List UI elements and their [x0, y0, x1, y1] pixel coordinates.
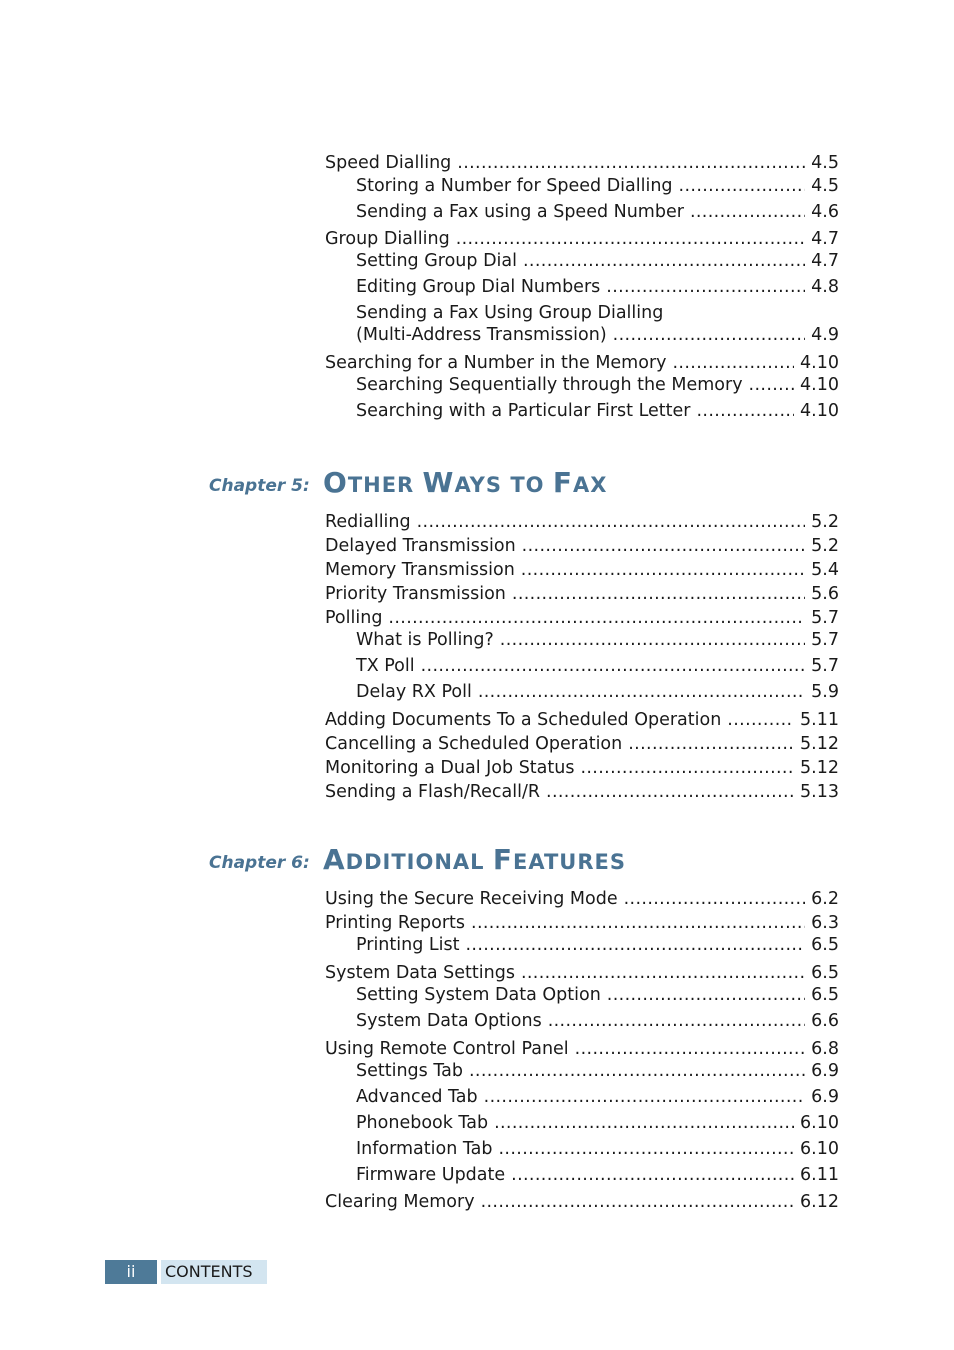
- toc-entry-title: Polling: [325, 608, 383, 628]
- toc-entry[interactable]: [325, 559, 839, 581]
- toc-entry-page: 5.12: [800, 734, 839, 754]
- toc-entry[interactable]: [356, 681, 839, 703]
- toc-entry-title: System Data Options: [356, 1011, 542, 1031]
- toc-entry[interactable]: [356, 302, 839, 346]
- chapter-title-part: F: [552, 466, 573, 499]
- toc-entry-title: Setting Group Dial: [356, 251, 517, 271]
- chapter-label: Chapter 5:: [209, 476, 310, 496]
- toc-entry[interactable]: [325, 1191, 839, 1213]
- toc-entry[interactable]: [325, 709, 839, 731]
- dot-leader: [457, 152, 805, 174]
- dot-leader: [727, 709, 794, 731]
- toc-entry-page: 4.10: [800, 401, 839, 421]
- toc-entry-page: 6.9: [811, 1087, 839, 1107]
- dot-leader: [456, 228, 805, 250]
- toc-entry-title: Clearing Memory: [325, 1192, 475, 1212]
- dot-leader: [484, 1086, 806, 1108]
- toc-entry-title: Advanced Tab: [356, 1087, 478, 1107]
- toc-entry-title: Monitoring a Dual Job Status: [325, 758, 575, 778]
- toc-entry-title: Phonebook Tab: [356, 1113, 489, 1133]
- toc-entry-page: 4.8: [811, 277, 839, 297]
- chapter-title-part: AYS TO: [454, 473, 553, 497]
- toc-entry-title: Group Dialling: [325, 229, 450, 249]
- dot-leader: [494, 1112, 794, 1134]
- dot-leader: [478, 681, 805, 703]
- toc-entry[interactable]: [325, 962, 839, 984]
- dot-leader: [481, 1191, 794, 1213]
- toc-entry-page: 4.10: [800, 375, 839, 395]
- toc-entry-page: 6.9: [811, 1061, 839, 1081]
- dot-leader: [613, 324, 805, 346]
- dot-leader: [511, 1164, 794, 1186]
- footer-page-number: ii: [105, 1260, 157, 1284]
- dot-leader: [696, 400, 794, 422]
- toc-entry-title: Sending a Flash/Recall/R: [325, 782, 541, 802]
- toc-entry-title: Setting System Data Option: [356, 985, 601, 1005]
- toc-entry-page: 6.12: [800, 1192, 839, 1212]
- chapter-title-part: O: [323, 466, 348, 499]
- toc-entry-title: Delayed Transmission: [325, 536, 516, 556]
- toc-entry-title: Printing List: [356, 935, 460, 955]
- toc-entry-page: 5.6: [811, 584, 839, 604]
- toc-entry-title: Memory Transmission: [325, 560, 515, 580]
- toc-entry-page: 6.6: [811, 1011, 839, 1031]
- toc-entry-title: What is Polling?: [356, 630, 494, 650]
- toc-entry-title: Searching Sequentially through the Memory: [356, 375, 743, 395]
- toc-entry-title: Editing Group Dial Numbers: [356, 277, 601, 297]
- toc-entry-page: 6.5: [811, 935, 839, 955]
- dot-leader: [628, 733, 794, 755]
- chapter-title-part: THER: [347, 473, 423, 497]
- toc-entry-page: 5.7: [811, 656, 839, 676]
- toc-entry-title: TX Poll: [356, 656, 415, 676]
- toc-entry-page: 4.7: [811, 229, 839, 249]
- toc-entry-page: 5.13: [800, 782, 839, 802]
- dot-leader: [749, 374, 794, 396]
- chapter-title-part: DDITIONAL: [345, 850, 493, 874]
- toc-entry-page: 5.11: [800, 710, 839, 730]
- chapter-title-part: W: [422, 466, 455, 499]
- toc-entry-title: Speed Dialling: [325, 153, 452, 173]
- toc-entry-page: 6.10: [800, 1113, 839, 1133]
- toc-entry-title: Sending a Fax using a Speed Number: [356, 202, 684, 222]
- toc-entry-page: 6.5: [811, 963, 839, 983]
- toc-entry-title: Using the Secure Receiving Mode: [325, 889, 618, 909]
- toc-entry[interactable]: [325, 888, 839, 910]
- toc-entry[interactable]: [325, 912, 839, 934]
- toc-entry-title: Settings Tab: [356, 1061, 463, 1081]
- toc-entry[interactable]: [356, 1060, 839, 1082]
- toc-entry-title: Delay RX Poll: [356, 682, 472, 702]
- toc-entry-page: 5.7: [811, 608, 839, 628]
- dot-leader: [522, 535, 805, 557]
- toc-entry-page: 6.2: [811, 889, 839, 909]
- footer-section-label: CONTENTS: [161, 1260, 267, 1284]
- dot-leader: [575, 1038, 805, 1060]
- toc-entry[interactable]: [356, 1112, 839, 1134]
- toc-entry[interactable]: [356, 984, 839, 1006]
- toc-entry[interactable]: [356, 175, 839, 197]
- toc-entry[interactable]: [325, 228, 839, 250]
- toc-entry-page: 6.5: [811, 985, 839, 1005]
- toc-entry-page: 5.2: [811, 512, 839, 532]
- toc-entry[interactable]: [325, 152, 839, 174]
- toc-entry-title: Searching for a Number in the Memory: [325, 353, 667, 373]
- chapter-title-part: A: [323, 843, 346, 876]
- toc-entry-title: Cancelling a Scheduled Operation: [325, 734, 623, 754]
- toc-entry[interactable]: [356, 276, 839, 298]
- chapter-title-part: EATURES: [513, 850, 626, 874]
- toc-entry-page: 4.5: [811, 153, 839, 173]
- toc-entry[interactable]: [356, 1086, 839, 1108]
- dot-leader: [606, 276, 805, 298]
- toc-entry-title: System Data Settings: [325, 963, 515, 983]
- toc-entry[interactable]: [325, 511, 839, 533]
- toc-entry-page: 6.3: [811, 913, 839, 933]
- dot-leader: [673, 352, 795, 374]
- dot-leader: [580, 757, 794, 779]
- toc-entry[interactable]: [356, 934, 839, 956]
- dot-leader: [500, 629, 805, 651]
- toc-entry-title-continued: (Multi-Address Transmission): [356, 325, 607, 345]
- toc-entry[interactable]: [356, 1164, 839, 1186]
- toc-entry-page: 5.9: [811, 682, 839, 702]
- toc-entry[interactable]: [325, 583, 839, 605]
- toc-entry-title: Adding Documents To a Scheduled Operation: [325, 710, 722, 730]
- dot-leader: [388, 607, 805, 629]
- toc-entry-title: Storing a Number for Speed Dialling: [356, 176, 673, 196]
- toc-entry-page: 4.6: [811, 202, 839, 222]
- toc-entry-page: 4.9: [811, 325, 839, 345]
- toc-entry-title: Priority Transmission: [325, 584, 506, 604]
- toc-entry[interactable]: [356, 1138, 839, 1160]
- toc-entry-title: Printing Reports: [325, 913, 466, 933]
- toc-entry[interactable]: [325, 733, 839, 755]
- toc-entry-title: Sending a Fax Using Group Dialling: [356, 303, 664, 323]
- toc-entry[interactable]: [356, 629, 839, 651]
- dot-leader: [417, 511, 806, 533]
- dot-leader: [469, 1060, 805, 1082]
- toc-entry[interactable]: [325, 1038, 839, 1060]
- dot-leader: [521, 559, 805, 581]
- chapter-title-part: AX: [572, 473, 608, 497]
- dot-leader: [521, 962, 805, 984]
- toc-entry-page: 6.11: [800, 1165, 839, 1185]
- dot-leader: [523, 250, 805, 272]
- chapter-title-part: F: [492, 843, 513, 876]
- toc-entry[interactable]: [325, 352, 839, 374]
- toc-entry[interactable]: [325, 781, 839, 803]
- toc-entry-title: Searching with a Particular First Letter: [356, 401, 691, 421]
- toc-entry-page: 5.2: [811, 536, 839, 556]
- toc-entry-page: 4.10: [800, 353, 839, 373]
- toc-entry-title: Redialling: [325, 512, 411, 532]
- toc-entry-page: 6.10: [800, 1139, 839, 1159]
- toc-entry[interactable]: [325, 757, 839, 779]
- toc-entry[interactable]: [325, 535, 839, 557]
- chapter-label: Chapter 6:: [209, 853, 310, 873]
- toc-entry-page: 5.4: [811, 560, 839, 580]
- dot-leader: [624, 888, 806, 910]
- toc-entry-page: 4.5: [811, 176, 839, 196]
- chapter-title[interactable]: [323, 466, 607, 499]
- dot-leader: [548, 1010, 805, 1032]
- dot-leader: [546, 781, 794, 803]
- dot-leader: [499, 1138, 795, 1160]
- toc-entry-title: Firmware Update: [356, 1165, 506, 1185]
- dot-leader: [679, 175, 806, 197]
- dot-leader: [607, 984, 805, 1006]
- toc-entry[interactable]: [325, 607, 839, 629]
- dot-leader: [512, 583, 805, 605]
- dot-leader: [465, 934, 805, 956]
- toc-entry-page: 5.12: [800, 758, 839, 778]
- toc-entry[interactable]: [356, 400, 839, 422]
- dot-leader: [690, 201, 805, 223]
- toc-entry-title: Information Tab: [356, 1139, 493, 1159]
- toc-entry[interactable]: [356, 655, 839, 677]
- toc-entry-title: Using Remote Control Panel: [325, 1039, 569, 1059]
- toc-entry[interactable]: [356, 1010, 839, 1032]
- dot-leader: [471, 912, 805, 934]
- dot-leader: [421, 655, 806, 677]
- toc-entry-page: 5.7: [811, 630, 839, 650]
- toc-entry-page: 4.7: [811, 251, 839, 271]
- toc-entry[interactable]: [356, 374, 839, 396]
- toc-entry[interactable]: [356, 250, 839, 272]
- toc-entry-page: 6.8: [811, 1039, 839, 1059]
- chapter-title[interactable]: [323, 843, 626, 876]
- toc-entry[interactable]: [356, 201, 839, 223]
